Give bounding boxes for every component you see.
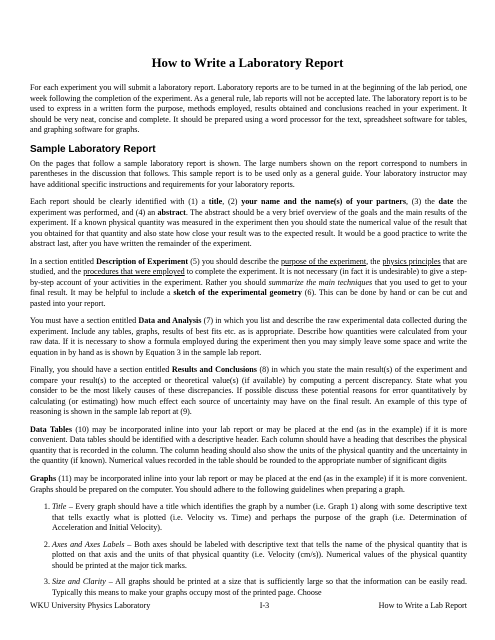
footer-page-number: I-3 — [259, 601, 270, 610]
section-heading: Sample Laboratory Report — [30, 143, 156, 155]
page-footer — [30, 601, 467, 610]
paragraph-results: Finally, you should have a section entitled Results and Conclusions (8) in which you state the main result(s) of the experiment and compare your result(s) to the accepted or theoretical value(s) (if available) by computing a percent discrepancy. State what you consider to be the most likely causes of these discrepancies. If possible discuss these potential reasons for error quantitatively by calculating (or estimating) how much effect each source of uncertainty may have on the final result. An example of this type of reasoning is shown in the sample lab report at (9). — [30, 365, 467, 417]
paragraph-data-analysis: You must have a section entitled Data and Analysis (7) in which you list and describe the raw experimental data collected during the experiment. Include any tables, graphs, results of best fits etc. as is appropriate. Describe how quantities were calculated from your raw data. If it is necessary to show a formula employed during the experiment then you may simply leave some space and write the equation in by hand as is shown by Equation 3 in the sample lab report. — [30, 316, 467, 357]
page-title: How to Write a Laboratory Report — [151, 56, 344, 70]
footer-left: WKU University Physics Laboratory — [30, 601, 151, 610]
paragraph-description: In a section entitled Description of Experiment (5) you should describe the purpose of the experiment, the physics principles that are studied, and the procedures that were employed to complete the experiment. It is not necessary (in fact it is undesirable) to give a step-by-step account of your activities in the experiment. Rather you should summarize the main techniques that you used to get to your final result. It may be helpful to include a sketch of the experimental geometry (6). This can be done by hand or can be cut and pasted into your report. — [30, 256, 467, 308]
list-item: 1. Title – Every graph should have a title which identifies the graph by a number (i.e. Graph 1) along with some descriptive text that tells exactly what is plotted (i.e. Velocity vs. Time) and perhaps the purpose of the graph (i.e. Determination of Acceleration and Initial Velocity). — [52, 502, 467, 534]
paragraph-graphs: Graphs (11) may be incorporated inline into your lab report or may be placed at the end (as in the example) if it is more convenient. Graphs should be prepared on the computer. You should adhere to the following guidelines when preparing a graph. — [30, 473, 467, 494]
paragraph-data-tables: Data Tables (10) may be incorporated inline into your lab report or may be placed at the end (as in the example) if it is more convenient. Data tables should be identified with a descriptive header. Each column should have a heading that describes the physical quantity that is recorded in the column. The column heading should also show the units of the physical quantity and the uncertainty in the quantity (if known). Numerical values recorded in the table should be rounded to the appropriate number of significant digits — [30, 424, 467, 466]
intro-paragraph: For each experiment you will submit a laboratory report. Laboratory reports are to be turned in at the beginning of the lab period, one week following the completion of the experiment. As a general rule, lab reports will not be accepted late. The laboratory report is to be used to express in a written form the purpose, methods employed, results obtained and conclusions reached in your experiment. It should be very neat, concise and complete. It should be prepared using a word processor for the text, spreadsheet software for tables, and graphing software for graphs. — [30, 83, 467, 135]
document-body — [30, 83, 467, 604]
list-item: 3. Size and Clarity – All graphs should be printed at a size that is sufficiently large so that the information can be easily read. Typically this means to make your graphs occupy most of the printed page. Choose — [52, 577, 467, 598]
footer-right: How to Write a Lab Report — [378, 601, 467, 610]
paragraph-identification: Each report should be clearly identified with (1) a title, (2) your name and the name(s) of your partners, (3) the date the experiment was performed, and (4) an abstract. The abstract should be a very brief overview of the goals and the main results of the experiment. If a known physical quantity was measured in the experiment then you should state the numerical value of the result that you obtained for that quantity and also state how close your result was to the expected result. It would be a good practice to write the abstract last, after you have written the remainder of the experiment. — [30, 197, 468, 249]
graph-guidelines-list — [30, 502, 467, 598]
list-item: 2. Axes and Axes Labels – Both axes should be labeled with descriptive text that tells the name of the physical quantity that is plotted on that axis and the units of that physical quantity (i.e. Velocity (cm/s)). Numerical values of the physical quantity should be printed at the major tick marks. — [52, 540, 467, 572]
paragraph-overview: On the pages that follow a sample laboratory report is shown. The large numbers shown on the report correspond to numbers in parentheses in the discussion that follows. This sample report is to be used only as a general guide. Your laboratory instructor may have additional specific instructions and requirements for your laboratory reports. — [30, 158, 467, 189]
